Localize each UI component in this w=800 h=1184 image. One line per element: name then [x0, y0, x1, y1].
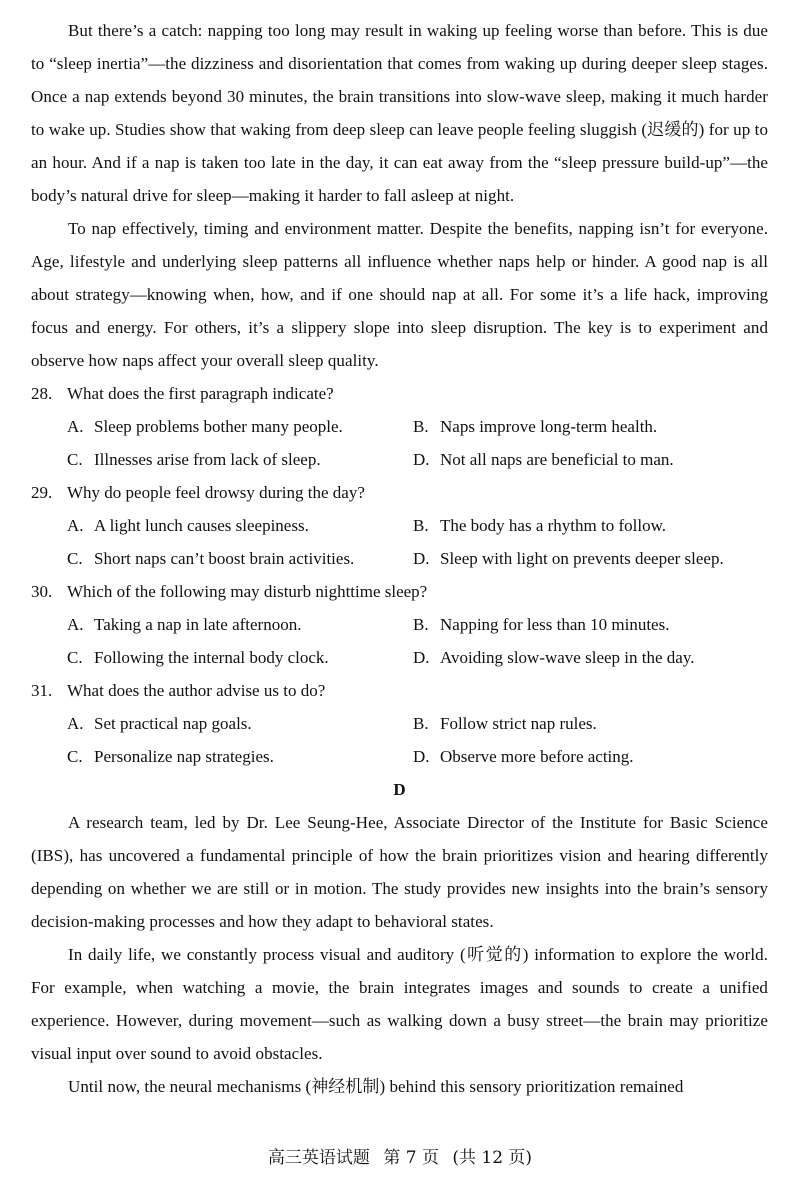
- option-c: C. Following the internal body clock.: [67, 648, 329, 667]
- option-d: D. Not all naps are beneficial to man.: [413, 450, 674, 469]
- passage-c-paragraph-1: But there’s a catch: napping too long may result in waking up feeling worse than before. This is due to “sleep inertia”—the dizziness and disorientation that comes from waking up during deeper sleep stages. Once a nap extends beyond 30 minutes, the brain transitions into slow-wave sleep, making it much harder to wake up. Studies show that waking from deep sleep can leave people feeling sluggish (迟缓的) for up to an hour. And if a nap is taken too late in the day, it can eat away from the “sleep pressure build-up”—the body’s natural drive for sleep—making it harder to fall asleep at night.: [31, 21, 768, 205]
- page-footer: [0, 1146, 800, 1170]
- passage-c-paragraph-2: To nap effectively, timing and environment matter. Despite the benefits, napping isn’t for everyone. Age, lifestyle and underlying sleep patterns all influence whether naps help or hinder. A good nap is all about strategy—knowing when, how, and if one should nap at all. For some it’s a life hack, improving focus and energy. For others, it’s a slippery slope into sleep disruption. The key is to experiment and observe how naps affect your overall sleep quality.: [31, 219, 768, 370]
- option-a: A. Sleep problems bother many people.: [67, 417, 343, 436]
- option-d: D. Observe more before acting.: [413, 747, 634, 766]
- question-stem: What does the author advise us to do?: [67, 681, 326, 700]
- option-d: D. Avoiding slow-wave sleep in the day.: [413, 648, 695, 667]
- section-title-d: D: [393, 780, 406, 799]
- exam-title: 高三英语试题: [267, 1148, 370, 1168]
- question-29: [31, 476, 768, 575]
- question-number: 28.: [31, 384, 53, 403]
- question-stem: Which of the following may disturb nighttime sleep?: [67, 582, 428, 601]
- option-d: D. Sleep with light on prevents deeper sleep.: [413, 549, 724, 568]
- question-number: 30.: [31, 582, 53, 601]
- option-a: A. Set practical nap goals.: [67, 714, 252, 733]
- question-number: 31.: [31, 681, 53, 700]
- exam-page: [31, 14, 768, 1103]
- passage-d-paragraph-2: In daily life, we constantly process visual and auditory (听觉的) information to explore the world. For example, when watching a movie, the brain integrates images and sounds to create a unified experience. However, during movement—such as walking down a busy street—the brain may prioritize visual input over sound to avoid obstacles.: [31, 945, 768, 1063]
- question-stem: What does the first paragraph indicate?: [67, 384, 334, 403]
- option-b: B. Naps improve long-term health.: [413, 417, 658, 436]
- total-pages: (共 12 页): [452, 1148, 533, 1168]
- question-31: [31, 674, 768, 773]
- option-c: C. Short naps can’t boost brain activities.: [67, 549, 355, 568]
- option-c: C. Personalize nap strategies.: [67, 747, 274, 766]
- option-b: B. Follow strict nap rules.: [413, 714, 597, 733]
- question-stem: Why do people feel drowsy during the day?: [67, 483, 365, 502]
- question-number: 29.: [31, 483, 53, 502]
- option-b: B. The body has a rhythm to follow.: [413, 516, 666, 535]
- option-a: A. Taking a nap in late afternoon.: [67, 615, 302, 634]
- option-a: A. A light lunch causes sleepiness.: [67, 516, 309, 535]
- passage-d-paragraph-1: A research team, led by Dr. Lee Seung-Hee, Associate Director of the Institute for Basic Science (IBS), has uncovered a fundamental principle of how the brain prioritizes vision and hearing differently depending on whether we are still or in motion. The study provides new insights into the brain’s sensory decision-making processes and how they adapt to behavioral states.: [31, 813, 768, 931]
- page-number: 第 7 页: [383, 1148, 439, 1168]
- option-c: C. Illnesses arise from lack of sleep.: [67, 450, 321, 469]
- passage-d-paragraph-3: Until now, the neural mechanisms (神经机制) behind this sensory prioritization remained: [68, 1077, 684, 1096]
- option-b: B. Napping for less than 10 minutes.: [413, 615, 670, 634]
- question-30: [31, 575, 768, 674]
- question-28: [31, 377, 768, 476]
